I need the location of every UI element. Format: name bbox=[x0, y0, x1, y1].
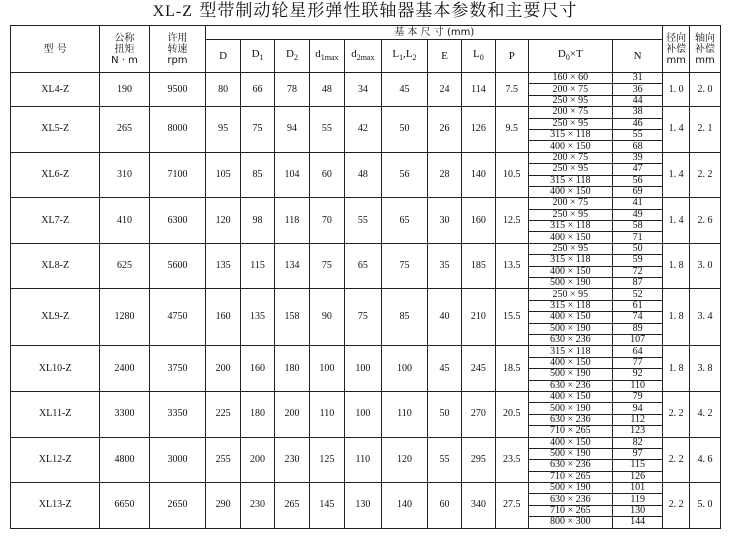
header-speed: 许用 转速 rpm bbox=[149, 26, 206, 73]
cell-n: 123 bbox=[612, 426, 662, 437]
cell-n: 39 bbox=[612, 152, 662, 163]
cell-axial: 2. 1 bbox=[690, 107, 721, 153]
cell-radial: 1. 4 bbox=[663, 152, 690, 198]
cell-d1: 75 bbox=[309, 243, 344, 289]
cell-d0t: 630 × 236 bbox=[528, 460, 612, 471]
cell-d2: 42 bbox=[344, 107, 381, 153]
cell-d0t: 200 × 75 bbox=[528, 84, 612, 95]
cell-speed: 4750 bbox=[149, 289, 206, 346]
table-row bbox=[11, 437, 721, 448]
cell-n: 31 bbox=[612, 73, 662, 84]
cell-e: 60 bbox=[428, 483, 462, 529]
cell-n: 119 bbox=[612, 494, 662, 505]
cell-d0t: 400 × 150 bbox=[528, 391, 612, 402]
cell-n: 55 bbox=[612, 129, 662, 140]
cell-d1: 55 bbox=[309, 107, 344, 153]
cell-d1: 85 bbox=[241, 152, 275, 198]
cell-d0t: 400 × 150 bbox=[528, 186, 612, 197]
cell-d: 200 bbox=[206, 346, 241, 392]
cell-radial: 1. 4 bbox=[663, 107, 690, 153]
header-model: 型 号 bbox=[11, 26, 100, 73]
cell-model: XL8-Z bbox=[11, 243, 100, 289]
cell-l: 65 bbox=[381, 198, 427, 244]
cell-d2: 100 bbox=[344, 391, 381, 437]
cell-d1: 100 bbox=[309, 346, 344, 392]
table-row bbox=[11, 483, 721, 494]
cell-d: 105 bbox=[206, 152, 241, 198]
cell-l: 140 bbox=[381, 483, 427, 529]
cell-speed: 3350 bbox=[149, 391, 206, 437]
cell-d0t: 200 × 75 bbox=[528, 152, 612, 163]
cell-l0: 140 bbox=[461, 152, 495, 198]
cell-n: 97 bbox=[612, 448, 662, 459]
cell-model: XL11-Z bbox=[11, 391, 100, 437]
cell-d0t: 250 × 95 bbox=[528, 289, 612, 300]
cell-torque: 265 bbox=[100, 107, 149, 153]
cell-p: 20.5 bbox=[495, 391, 528, 437]
cell-model: XL6-Z bbox=[11, 152, 100, 198]
cell-n: 92 bbox=[612, 369, 662, 380]
cell-d0t: 160 × 60 bbox=[528, 73, 612, 84]
cell-d0t: 500 × 190 bbox=[528, 323, 612, 334]
cell-d2: 65 bbox=[344, 243, 381, 289]
cell-d1: 110 bbox=[309, 391, 344, 437]
cell-l0: 114 bbox=[461, 73, 495, 107]
cell-n: 49 bbox=[612, 209, 662, 220]
cell-n: 59 bbox=[612, 255, 662, 266]
cell-d0t: 400 × 150 bbox=[528, 437, 612, 448]
cell-n: 52 bbox=[612, 289, 662, 300]
cell-d0t: 250 × 95 bbox=[528, 164, 612, 175]
cell-speed: 8000 bbox=[149, 107, 206, 153]
cell-d: 120 bbox=[206, 198, 241, 244]
cell-d0t: 710 × 265 bbox=[528, 426, 612, 437]
cell-model: XL13-Z bbox=[11, 483, 100, 529]
cell-d1: 160 bbox=[241, 346, 275, 392]
cell-d: 225 bbox=[206, 391, 241, 437]
cell-model: XL7-Z bbox=[11, 198, 100, 244]
cell-p: 10.5 bbox=[495, 152, 528, 198]
header-L1L2: $L_1,L_2$ bbox=[381, 40, 427, 73]
cell-e: 35 bbox=[428, 243, 462, 289]
cell-d0t: 710 × 265 bbox=[528, 505, 612, 516]
parameters-table bbox=[10, 25, 721, 529]
cell-radial: 1. 4 bbox=[663, 198, 690, 244]
title-main: 型带制动轮星形弹性联轴器基本参数和主要尺寸 bbox=[199, 1, 578, 21]
header-D1: $D_1$ bbox=[241, 40, 275, 73]
table-body bbox=[11, 73, 721, 529]
cell-d2: 34 bbox=[344, 73, 381, 107]
header-N: N bbox=[612, 40, 662, 73]
table-row bbox=[11, 107, 721, 118]
table-row bbox=[11, 152, 721, 163]
cell-d0t: 400 × 150 bbox=[528, 312, 612, 323]
cell-l: 56 bbox=[381, 152, 427, 198]
cell-l0: 295 bbox=[461, 437, 495, 483]
cell-d2: 265 bbox=[275, 483, 310, 529]
cell-model: XL5-Z bbox=[11, 107, 100, 153]
cell-d1: 98 bbox=[241, 198, 275, 244]
cell-d0t: 200 × 75 bbox=[528, 107, 612, 118]
cell-n: 68 bbox=[612, 141, 662, 152]
cell-torque: 410 bbox=[100, 198, 149, 244]
header-D0T: $D_0\times T$ bbox=[528, 40, 612, 73]
cell-d0t: 630 × 236 bbox=[528, 494, 612, 505]
cell-torque: 4800 bbox=[100, 437, 149, 483]
cell-n: 101 bbox=[612, 483, 662, 494]
cell-n: 72 bbox=[612, 266, 662, 277]
cell-d2: 75 bbox=[344, 289, 381, 346]
header-D2: $D_2$ bbox=[275, 40, 310, 73]
cell-d2: 100 bbox=[344, 346, 381, 392]
cell-axial: 2. 2 bbox=[690, 152, 721, 198]
cell-d: 255 bbox=[206, 437, 241, 483]
cell-d: 290 bbox=[206, 483, 241, 529]
header-E: E bbox=[428, 40, 462, 73]
cell-l0: 185 bbox=[461, 243, 495, 289]
cell-d1: 180 bbox=[241, 391, 275, 437]
cell-d0t: 500 × 190 bbox=[528, 369, 612, 380]
table-row bbox=[11, 198, 721, 209]
cell-d1: 115 bbox=[241, 243, 275, 289]
cell-l: 85 bbox=[381, 289, 427, 346]
cell-n: 56 bbox=[612, 175, 662, 186]
cell-p: 13.5 bbox=[495, 243, 528, 289]
header-axial: 轴向 补偿 mm bbox=[690, 26, 721, 73]
cell-d1: 60 bbox=[309, 152, 344, 198]
cell-d0t: 250 × 95 bbox=[528, 243, 612, 254]
cell-n: 115 bbox=[612, 460, 662, 471]
cell-d2: 48 bbox=[344, 152, 381, 198]
cell-torque: 190 bbox=[100, 73, 149, 107]
cell-axial: 3. 0 bbox=[690, 243, 721, 289]
cell-d1: 135 bbox=[241, 289, 275, 346]
cell-d2: 180 bbox=[275, 346, 310, 392]
cell-p: 27.5 bbox=[495, 483, 528, 529]
cell-l0: 160 bbox=[461, 198, 495, 244]
cell-n: 69 bbox=[612, 186, 662, 197]
header-torque: 公称 扭矩 N · m bbox=[100, 26, 149, 73]
cell-speed: 9500 bbox=[149, 73, 206, 107]
cell-model: XL10-Z bbox=[11, 346, 100, 392]
header-dimensions: 基 本 尺 寸 (mm) bbox=[206, 26, 663, 40]
cell-d0t: 630 × 236 bbox=[528, 334, 612, 345]
header-P: P bbox=[495, 40, 528, 73]
cell-l: 110 bbox=[381, 391, 427, 437]
cell-speed: 3750 bbox=[149, 346, 206, 392]
cell-axial: 3. 4 bbox=[690, 289, 721, 346]
cell-d0t: 400 × 150 bbox=[528, 232, 612, 243]
cell-d2: 200 bbox=[275, 391, 310, 437]
cell-n: 79 bbox=[612, 391, 662, 402]
cell-torque: 2400 bbox=[100, 346, 149, 392]
cell-d0t: 315 × 118 bbox=[528, 221, 612, 232]
cell-radial: 1. 8 bbox=[663, 289, 690, 346]
cell-n: 38 bbox=[612, 107, 662, 118]
cell-d0t: 500 × 190 bbox=[528, 278, 612, 289]
cell-n: 46 bbox=[612, 118, 662, 129]
cell-e: 55 bbox=[428, 437, 462, 483]
cell-d0t: 315 × 118 bbox=[528, 129, 612, 140]
cell-n: 47 bbox=[612, 164, 662, 175]
cell-n: 44 bbox=[612, 95, 662, 106]
cell-d0t: 710 × 265 bbox=[528, 471, 612, 482]
cell-n: 50 bbox=[612, 243, 662, 254]
cell-p: 7.5 bbox=[495, 73, 528, 107]
cell-d0t: 400 × 150 bbox=[528, 141, 612, 152]
table-row bbox=[11, 346, 721, 357]
cell-d2: 94 bbox=[275, 107, 310, 153]
cell-radial: 2. 2 bbox=[663, 437, 690, 483]
cell-n: 61 bbox=[612, 300, 662, 311]
cell-d1: 125 bbox=[309, 437, 344, 483]
cell-l: 45 bbox=[381, 73, 427, 107]
cell-l: 120 bbox=[381, 437, 427, 483]
cell-d0t: 315 × 118 bbox=[528, 300, 612, 311]
cell-radial: 2. 2 bbox=[663, 483, 690, 529]
cell-speed: 7100 bbox=[149, 152, 206, 198]
cell-e: 30 bbox=[428, 198, 462, 244]
cell-n: 89 bbox=[612, 323, 662, 334]
page-title bbox=[0, 0, 730, 22]
header-D: D bbox=[206, 40, 241, 73]
cell-d2: 104 bbox=[275, 152, 310, 198]
cell-d2: 158 bbox=[275, 289, 310, 346]
cell-d2: 78 bbox=[275, 73, 310, 107]
cell-axial: 2. 6 bbox=[690, 198, 721, 244]
header-d2max: $d_{2max}$ bbox=[344, 40, 381, 73]
cell-n: 77 bbox=[612, 357, 662, 368]
cell-e: 50 bbox=[428, 391, 462, 437]
cell-d0t: 630 × 236 bbox=[528, 380, 612, 391]
cell-torque: 625 bbox=[100, 243, 149, 289]
cell-l: 100 bbox=[381, 346, 427, 392]
cell-d0t: 400 × 150 bbox=[528, 357, 612, 368]
cell-speed: 5600 bbox=[149, 243, 206, 289]
cell-d0t: 630 × 236 bbox=[528, 414, 612, 425]
cell-torque: 3300 bbox=[100, 391, 149, 437]
cell-d0t: 500 × 190 bbox=[528, 483, 612, 494]
cell-torque: 6650 bbox=[100, 483, 149, 529]
cell-n: 87 bbox=[612, 278, 662, 289]
cell-d0t: 200 × 75 bbox=[528, 198, 612, 209]
cell-d1: 200 bbox=[241, 437, 275, 483]
cell-d2: 55 bbox=[344, 198, 381, 244]
cell-d0t: 315 × 118 bbox=[528, 346, 612, 357]
cell-model: XL4-Z bbox=[11, 73, 100, 107]
cell-n: 82 bbox=[612, 437, 662, 448]
cell-d1: 66 bbox=[241, 73, 275, 107]
cell-d0t: 500 × 190 bbox=[528, 403, 612, 414]
cell-n: 41 bbox=[612, 198, 662, 209]
cell-d0t: 315 × 118 bbox=[528, 255, 612, 266]
cell-d1: 90 bbox=[309, 289, 344, 346]
cell-d1: 145 bbox=[309, 483, 344, 529]
cell-l0: 270 bbox=[461, 391, 495, 437]
cell-axial: 3. 8 bbox=[690, 346, 721, 392]
cell-p: 18.5 bbox=[495, 346, 528, 392]
table-row bbox=[11, 243, 721, 254]
cell-d2: 110 bbox=[344, 437, 381, 483]
cell-n: 112 bbox=[612, 414, 662, 425]
cell-e: 45 bbox=[428, 346, 462, 392]
cell-speed: 2650 bbox=[149, 483, 206, 529]
cell-axial: 2. 0 bbox=[690, 73, 721, 107]
cell-d: 160 bbox=[206, 289, 241, 346]
cell-d0t: 250 × 95 bbox=[528, 209, 612, 220]
table-row bbox=[11, 289, 721, 300]
cell-d2: 134 bbox=[275, 243, 310, 289]
cell-radial: 1. 0 bbox=[663, 73, 690, 107]
cell-n: 71 bbox=[612, 232, 662, 243]
cell-n: 107 bbox=[612, 334, 662, 345]
cell-p: 23.5 bbox=[495, 437, 528, 483]
cell-d1: 70 bbox=[309, 198, 344, 244]
cell-speed: 6300 bbox=[149, 198, 206, 244]
cell-d1: 48 bbox=[309, 73, 344, 107]
cell-l: 75 bbox=[381, 243, 427, 289]
cell-model: XL9-Z bbox=[11, 289, 100, 346]
cell-d0t: 800 × 300 bbox=[528, 517, 612, 528]
cell-p: 12.5 bbox=[495, 198, 528, 244]
cell-d1: 230 bbox=[241, 483, 275, 529]
cell-n: 74 bbox=[612, 312, 662, 323]
header-d1max: $d_{1max}$ bbox=[309, 40, 344, 73]
table-row bbox=[11, 391, 721, 402]
cell-axial: 4. 6 bbox=[690, 437, 721, 483]
cell-p: 9.5 bbox=[495, 107, 528, 153]
cell-d: 95 bbox=[206, 107, 241, 153]
cell-n: 94 bbox=[612, 403, 662, 414]
cell-axial: 4. 2 bbox=[690, 391, 721, 437]
cell-d0t: 250 × 95 bbox=[528, 118, 612, 129]
cell-p: 15.5 bbox=[495, 289, 528, 346]
cell-radial: 1. 8 bbox=[663, 243, 690, 289]
cell-n: 36 bbox=[612, 84, 662, 95]
title-prefix: XL-Z bbox=[152, 3, 194, 20]
cell-n: 110 bbox=[612, 380, 662, 391]
cell-l: 50 bbox=[381, 107, 427, 153]
cell-torque: 310 bbox=[100, 152, 149, 198]
cell-radial: 1. 8 bbox=[663, 346, 690, 392]
cell-d2: 230 bbox=[275, 437, 310, 483]
cell-l0: 340 bbox=[461, 483, 495, 529]
cell-l0: 210 bbox=[461, 289, 495, 346]
table-row bbox=[11, 73, 721, 84]
cell-d0t: 250 × 95 bbox=[528, 95, 612, 106]
header-radial: 径向 补偿 mm bbox=[663, 26, 690, 73]
cell-n: 130 bbox=[612, 505, 662, 516]
cell-e: 26 bbox=[428, 107, 462, 153]
cell-n: 64 bbox=[612, 346, 662, 357]
cell-e: 24 bbox=[428, 73, 462, 107]
cell-torque: 1280 bbox=[100, 289, 149, 346]
cell-n: 58 bbox=[612, 221, 662, 232]
cell-d0t: 500 × 190 bbox=[528, 448, 612, 459]
cell-radial: 2. 2 bbox=[663, 391, 690, 437]
cell-e: 28 bbox=[428, 152, 462, 198]
cell-speed: 3000 bbox=[149, 437, 206, 483]
cell-d0t: 400 × 150 bbox=[528, 266, 612, 277]
cell-d: 80 bbox=[206, 73, 241, 107]
cell-axial: 5. 0 bbox=[690, 483, 721, 529]
cell-d1: 75 bbox=[241, 107, 275, 153]
header-L0: $L_0$ bbox=[461, 40, 495, 73]
cell-d: 135 bbox=[206, 243, 241, 289]
cell-model: XL12-Z bbox=[11, 437, 100, 483]
cell-l0: 126 bbox=[461, 107, 495, 153]
cell-n: 144 bbox=[612, 517, 662, 528]
cell-d0t: 315 × 118 bbox=[528, 175, 612, 186]
cell-l0: 245 bbox=[461, 346, 495, 392]
cell-n: 126 bbox=[612, 471, 662, 482]
cell-d2: 130 bbox=[344, 483, 381, 529]
cell-e: 40 bbox=[428, 289, 462, 346]
cell-d2: 118 bbox=[275, 198, 310, 244]
